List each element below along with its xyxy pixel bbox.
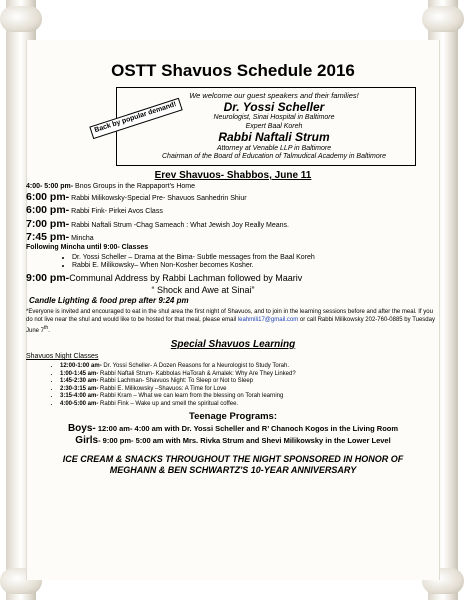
welcome-line: We welcome our guest speakers and their families!: [189, 91, 359, 101]
popular-demand-stamp: Back by popular demand!: [89, 98, 182, 139]
page-title: OSTT Shavuos Schedule 2016: [111, 61, 355, 80]
list-item: • 3:15-4:00 am- Rabbi Kram – What we can learn from the blessing on Torah learning: [60, 393, 440, 401]
erev-row: 6:00 pm- Rabbi Milikowsky-Special Pre- Shavuos Sanhedrin Shiur: [26, 191, 247, 204]
communal-title: “ Shock and Awe at Sinai”: [151, 285, 255, 296]
teen-programs-heading: Teenage Programs:: [189, 411, 277, 423]
list-item: • Rabbi E. Milikowsky– When Non-Kosher becomes Kosher.: [72, 262, 440, 271]
girls-program: Girls- 9:00 pm- 5:00 am with Mrs. Rivka Strum and Shevi Milikowsky in the Lower Level: [75, 435, 391, 447]
speaker1-line1: Neurologist, Sinai Hospital in Baltimore: [213, 113, 335, 121]
guest-speakers-box: [93, 87, 416, 166]
sponsor-footer: ICE CREAM & SNACKS THROUGHOUT THE NIGHT SPONSORED IN HONOR OF MEGHANN & BEN SCHWARTZ'S 10-YEAR ANNIVERSARY: [62, 453, 404, 476]
speaker1-line2: Expert Baal Koreh: [245, 122, 303, 130]
erev-row: 7:00 pm- Rabbi Naftali Strum -Chag Sameach : What Jewish Joy Really Means.: [26, 217, 289, 230]
hosting-note: *Everyone is invited and encouraged to eat in the shul area the first night of Shavuos, and to join in the learning sessions before and after the meal. If you do not live near the shul and would like to be hosted for that meal, please email leahmili17@gmail.com or call Rabbi Milikowsky 202-760-0885 by Tuesday June 7th.: [26, 309, 435, 334]
erev-row: 7:45 pm- Mincha: [26, 230, 94, 243]
speaker2-line2: Chairman of the Board of Education of Talmudical Academy in Baltimore: [162, 153, 386, 161]
special-learning-heading: Special Shavuos Learning: [170, 338, 296, 350]
speaker2-line1: Attorney at Venable LLP in Baltimore: [216, 144, 332, 152]
erev-row: 6:00 pm- Rabbi Fink- Pirkei Avos Class: [26, 204, 163, 217]
list-item: • 1:45-2:30 am- Rabbi Lachman- Shavuos Night: To Sleep or Not to Sleep: [60, 378, 440, 386]
candle-lighting: Candle Lighting & food prep after 9:24 pm: [29, 296, 189, 306]
boys-program: Boys- 12:00 am- 4:00 am with Dr. Yossi Scheller and R’ Chanoch Kogos in the Living Room: [67, 422, 399, 434]
following-mincha-label: Following Mincha until 9:00- Classes: [26, 243, 149, 251]
communal-address: 9:00 pm-Communal Address by Rabbi Lachman followed by Maariv: [26, 272, 303, 284]
list-item: • 1:00-1:45 am- Rabbi Naftali Strum- Kabbolas HaTorah & Amalek: Why Are They Linked?: [60, 371, 440, 379]
schedule-document: [26, 60, 440, 476]
list-item: • 2:30-3:15 am- Rabbi E. Milikowsky –Shavuos: A Time for Love: [60, 386, 440, 394]
speaker2-name: Rabbi Naftali Strum: [218, 130, 330, 145]
list-item: • 4:00-5:00 am- Rabbi Fink – Wake up and smell the spiritual coffee.: [60, 401, 440, 409]
erev-row: 4:00- 5:00 pm- Bnos Groups in the Rappaport's Home: [26, 182, 196, 190]
email-link[interactable]: leahmili17@gmail.com: [237, 317, 299, 324]
night-classes: [26, 363, 440, 408]
list-item: • Dr. Yossi Scheller – Drama at the Bima- Subtle messages from the Baal Koreh: [72, 254, 440, 263]
speaker1-name: Dr. Yossi Scheller: [223, 99, 325, 114]
scroll-knob-top-right: [422, 6, 464, 32]
list-item: • 12:00-1:00 am- Dr. Yossi Scheller- A Dozen Reasons for a Neurologist to Study Torah.: [60, 363, 440, 371]
mincha-class-list: [26, 254, 440, 272]
night-classes-label: Shavuos Night Classes: [26, 353, 99, 361]
erev-heading: Erev Shavuos- Shabbos, June 11: [154, 170, 312, 181]
scroll-knob-top-left: [0, 6, 42, 32]
